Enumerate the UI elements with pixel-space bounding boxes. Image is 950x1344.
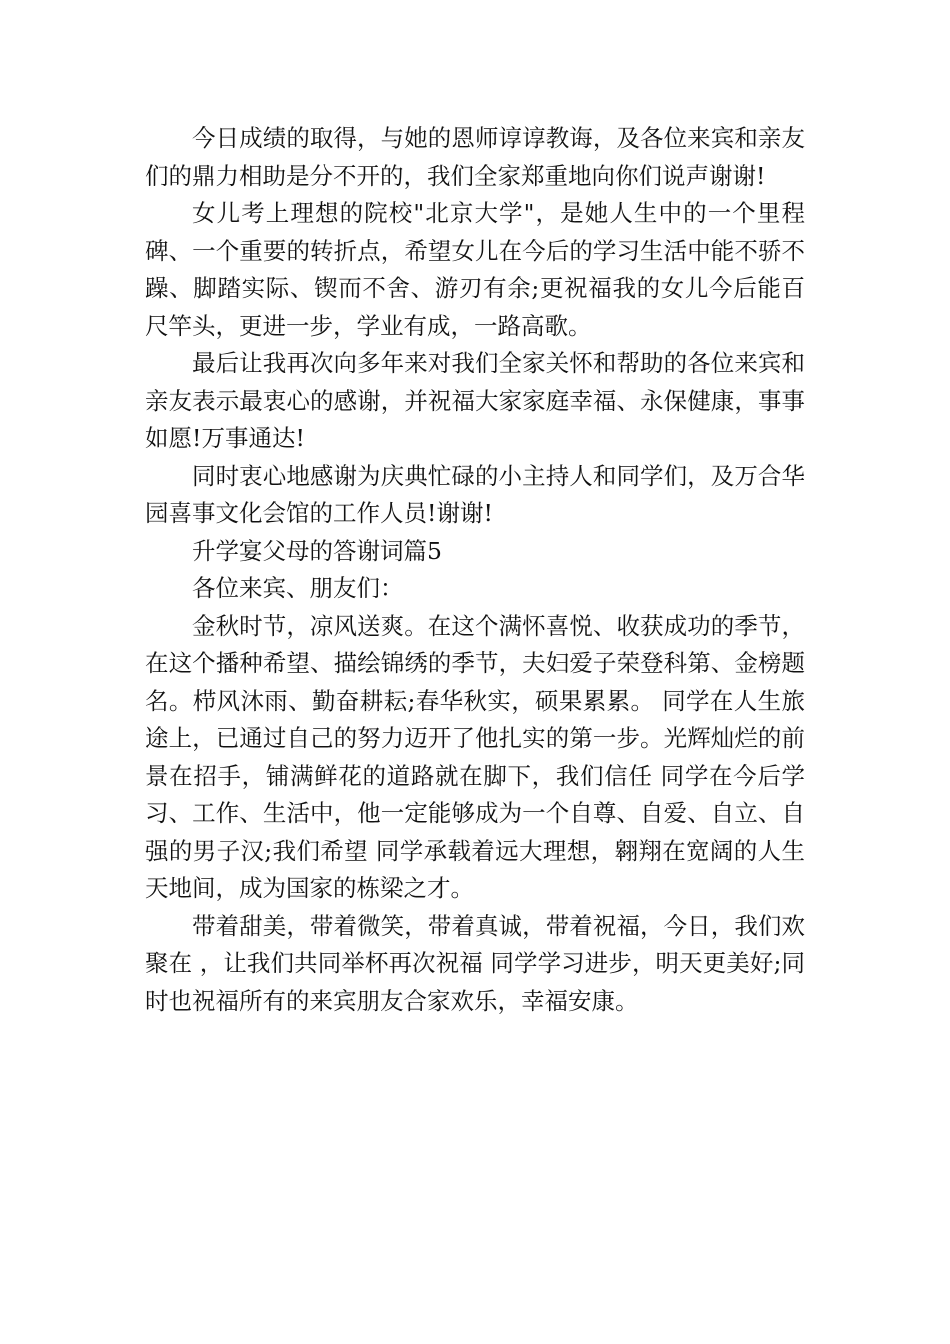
salutation: 各位来宾、朋友们： [192,574,404,602]
paragraph-final-thanks: 最后让我再次向多年来对我们全家关怀和帮助的各位来宾和亲友表示最衷心的感谢，并祝福大家家庭幸福、永保健康，事事如愿!万事通达! [145,349,805,452]
paragraph-closing-toast: 带着甜美，带着微笑，带着真诚，带着祝福，今日，我们欢聚在 ，让我们共同举杯再次祝福 同学学习进步，明天更美好;同时也祝福所有的来宾朋友合家欢乐，幸福安康。 [145,911,805,1015]
paragraph-thanks-teachers: 今日成绩的取得，与她的恩师谆谆教诲，及各位来宾和亲友们的鼎力相助是分不开的，我们全家郑重地向你们说声谢谢! [145,124,805,190]
section-heading: 升学宴父母的答谢词篇5 [192,536,442,565]
paragraph-autumn-congrats: 金秋时节，凉风送爽。在这个满怀喜悦、收获成功的季节，在这个播种希望、描绘锦绣的季节，夫妇爱子荣登科第、金榜题名。栉风沐雨、勤奋耕耘;春华秋实，硕果累累。 同学在人生旅途上，已通过自己的努力迈开了他扎实的第一步。光辉灿烂的前景在招手，铺满鲜花的道路就在脚下，我们信任 同学在今后学习、工作、生活中，他一定能够成为一个自尊、自爱、自立、自强的男子汉;我们希望 同学承载着远大理想，翱翔在宽阔的人生天地间，成为国家的栋梁之才。 [145,611,805,902]
paragraph-thanks-hosts: 同时衷心地感谢为庆典忙碌的小主持人和同学们，及万合华园喜事文化会馆的工作人员!谢谢! [145,461,805,527]
paragraph-daughter-milestone: 女儿考上理想的院校"北京大学"，是她人生中的一个里程碑、一个重要的转折点，希望女儿在今后的学习生活中能不骄不躁、脚踏实际、锲而不舍、游刃有余;更祝福我的女儿今后能百尺竿头，更进一步，学业有成，一路高歌。 [145,199,805,340]
document-body [145,120,805,1020]
